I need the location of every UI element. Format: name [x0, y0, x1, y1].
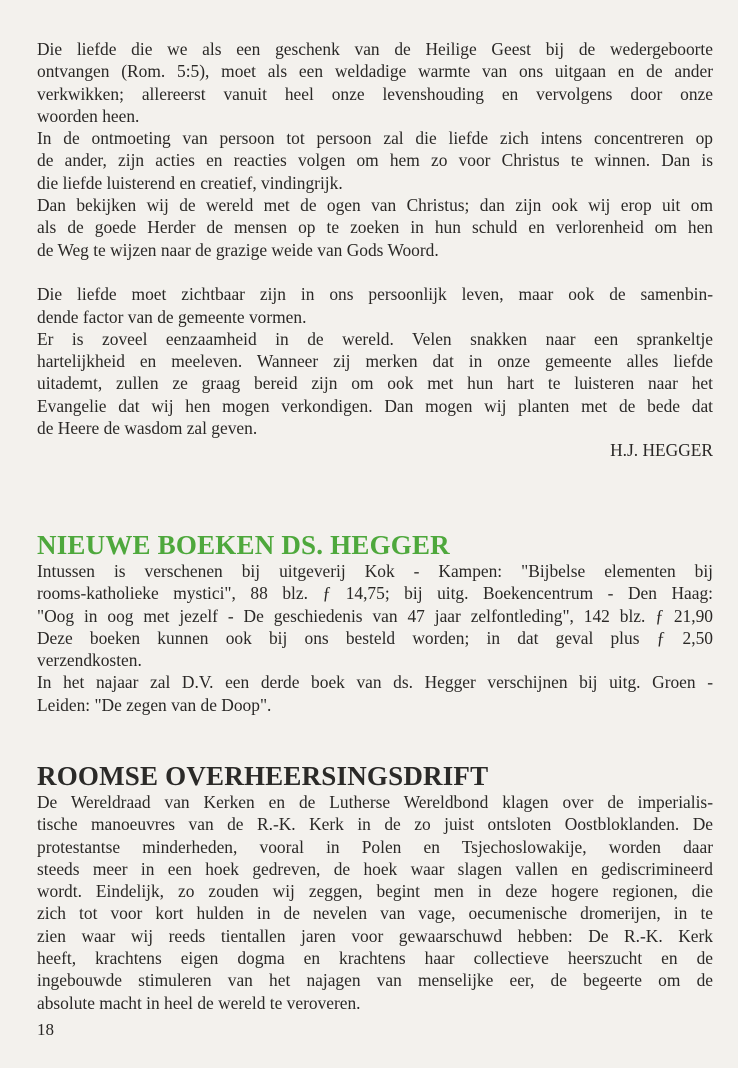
- text-line: verkwikken; allereerst vanuit heel onze levenshouding en vervolgens door onze: [37, 83, 713, 104]
- paragraph: [37, 328, 713, 439]
- text-line: zich tot voor kort hulden in de nevelen van vage, oecumenische dromerijen, in te: [37, 903, 713, 924]
- text-line: Leiden: "De zegen van de Doop".: [37, 694, 272, 715]
- text-line: de ander, zijn acties en reacties volgen om hem zo voor Christus te winnen. Dan is: [37, 150, 713, 171]
- text-line: protestantse minderheden, vooral in Polen en Tsjechoslowakije, worden daar: [37, 836, 713, 857]
- paragraph: [37, 194, 713, 261]
- text-line: Die liefde die we als een geschenk van de Heilige Geest bij de wedergeboorte: [37, 39, 713, 59]
- section-rome: [37, 761, 713, 1014]
- text-line: heeft, krachtens eigen dogma en krachtens haar collectieve heerszucht en de: [37, 948, 713, 969]
- text-line: In de ontmoeting van persoon tot persoon zal die liefde zich intens concentreren op: [37, 128, 713, 149]
- text-line: dende factor van de gemeente vormen.: [37, 306, 307, 327]
- text-line: verzendkosten.: [37, 650, 142, 671]
- text-line: uitademt, zullen ze graag bereid zijn om ook met hun hart te luisteren naar het: [37, 373, 713, 394]
- text-line: als de goede Herder de mensen op te zoeken in hun schuld en verlorenheid om hen: [37, 217, 713, 238]
- text-line: Dan bekijken wij de wereld met de ogen van Christus; dan zijn ook wij erop uit om: [37, 195, 713, 216]
- text-line: ontvangen (Rom. 5:5), moet als een weldadige warmte van ons uitgaan en de ander: [37, 61, 713, 82]
- text-line: Evangelie dat wij hen mogen verkondigen. Dan mogen wij planten met de bede dat: [37, 395, 713, 416]
- text-line: De Wereldraad van Kerken en de Lutherse Wereldbond klagen over de imperialis-: [37, 792, 713, 812]
- section-heading-books: NIEUWE BOEKEN DS. HEGGER: [37, 530, 450, 560]
- article-signature: [37, 439, 713, 461]
- section-books: [37, 530, 713, 716]
- text-line: woorden heen.: [37, 105, 140, 126]
- section-heading-rome: ROOMSE OVERHEERSINGSDRIFT: [37, 761, 489, 791]
- text-line: Intussen is verschenen bij uitgeverij Kok - Kampen: "Bijbelse elementen bij: [37, 561, 713, 581]
- paragraph: [37, 127, 713, 194]
- text-line: tische manoeuvres van de R.-K. Kerk in de zo juist ontsloten Oostbloklanden. De: [37, 814, 713, 835]
- text-line: de Weg te wijzen naar de grazige weide van Gods Woord.: [37, 239, 439, 260]
- text-line: die liefde luisterend en creatief, vindingrijk.: [37, 172, 343, 193]
- paragraph: [37, 560, 713, 671]
- text-line: zien waar wij reeds tientallen jaren voor gewaarschuwd hebben: De R.-K. Kerk: [37, 925, 713, 946]
- signature: H.J. HEGGER: [610, 440, 713, 460]
- text-line: wordt. Eindelijk, zo zouden wij zeggen, begint men in deze hogere regionen, die: [37, 881, 713, 902]
- text-line: rooms-katholieke mystici", 88 blz. ƒ 14,75; bij uitg. Boekencentrum - Den Haag:: [37, 583, 713, 604]
- text-line: de Heere de wasdom zal geven.: [37, 418, 258, 439]
- text-line: ingebouwde stimuleren van het najagen van menselijke eer, de begeerte om de: [37, 970, 713, 991]
- text-line: hartelijkheid en meeleven. Wanneer zij merken dat in onze gemeente alles liefde: [37, 351, 713, 372]
- paragraph: [37, 283, 713, 328]
- paragraph: [37, 671, 713, 716]
- article-body: [37, 38, 713, 439]
- text-line: "Oog in oog met jezelf - De geschiedenis van 47 jaar zelfontleding", 142 blz. ƒ 21,90: [37, 605, 713, 626]
- text-line: Er is zoveel eenzaamheid in de wereld. Velen snakken naar een sprankeltje: [37, 328, 713, 349]
- text-line: absolute macht in heel de wereld te veroveren.: [37, 992, 361, 1013]
- section-books-body: [37, 560, 713, 716]
- section-rome-body: [37, 791, 713, 1014]
- paragraph: [37, 38, 713, 127]
- text-line: steeds meer in een hoek gedreven, de hoek waar slagen vallen en gediscrimineerd: [37, 858, 713, 879]
- page-number: 18: [37, 1020, 54, 1039]
- text-line: In het najaar zal D.V. een derde boek van ds. Hegger verschijnen bij uitg. Groen -: [37, 672, 713, 693]
- text-line: Die liefde moet zichtbaar zijn in ons persoonlijk leven, maar ook de samenbin-: [37, 284, 713, 305]
- text-line: Deze boeken kunnen ook bij ons besteld worden; in dat geval plus ƒ 2,50: [37, 627, 713, 648]
- paragraph: [37, 791, 713, 1014]
